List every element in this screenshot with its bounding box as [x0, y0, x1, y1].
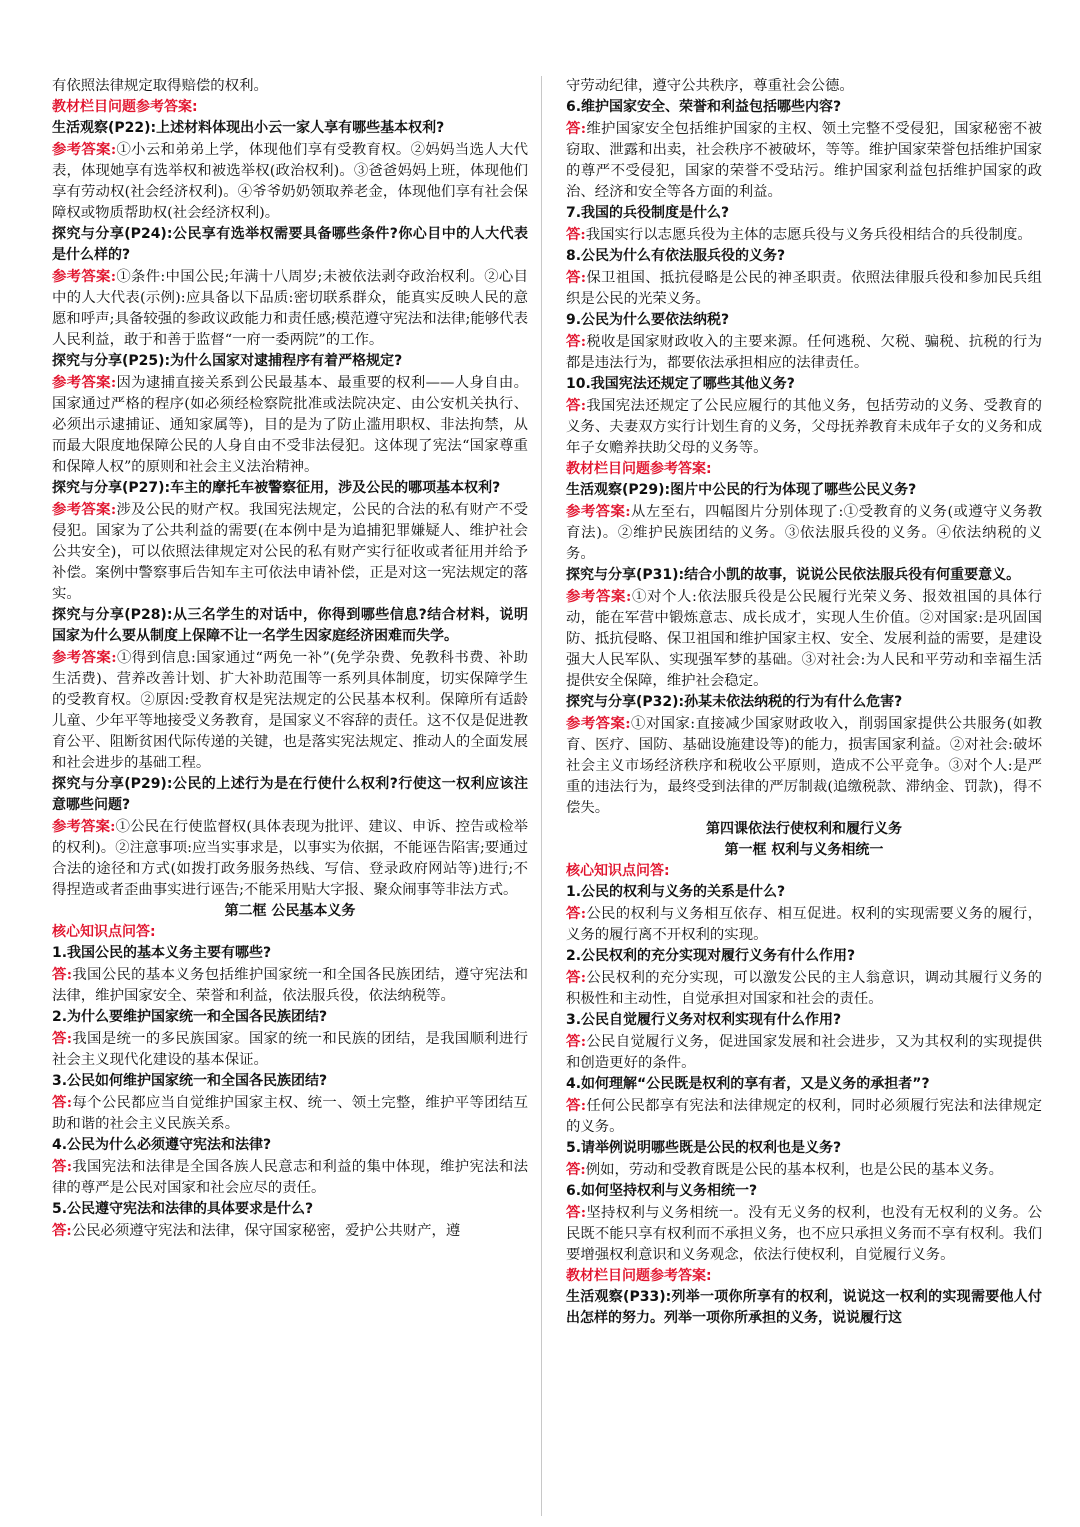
- body-paragraph: [566, 76, 1042, 97]
- document-page: [52, 76, 1042, 1516]
- section-heading: [566, 861, 1042, 882]
- question: [52, 351, 528, 372]
- question-text: 2.为什么要维护国家统一和全国各民族团结?: [52, 1009, 328, 1025]
- answer-label: 参考答案:: [52, 818, 116, 835]
- answer-text: ①对国家:直接减少国家财政收入，削弱国家提供公共服务(如教育、医疗、国防、基础设施建设等)的能力，损害国家利益。②对社会:破坏社会主义市场经济秩序和税收公平原则，造成不公平竞争。③对个人:是严重的违法行为，最终受到法律的严厉制裁(追缴税款、滞纳金、罚款)，得不偿失。: [566, 716, 1042, 816]
- answer-text: 任何公民都享有宪法和法律规定的权利，同时必须履行宪法和法律规定的义务。: [566, 1098, 1042, 1135]
- answer-label: 答:: [52, 1030, 73, 1047]
- answer-text: 公民自觉履行义务，促进国家发展和社会进步，又为其权利的实现提供和创造更好的条件。: [566, 1034, 1042, 1071]
- section-heading-text: 教材栏目问题参考答案:: [52, 99, 198, 115]
- question-text: 生活观察(P29):图片中公民的行为体现了哪些公民义务?: [566, 482, 917, 498]
- question-text: 探究与分享(P25):为什么国家对逮捕程序有着严格规定?: [52, 353, 403, 369]
- question-text: 探究与分享(P27):车主的摩托车被警察征用，涉及公民的哪项基本权利?: [52, 480, 501, 496]
- answer-label: 答:: [566, 333, 587, 350]
- body-text: 守劳动纪律，遵守公共秩序，尊重社会公德。: [566, 78, 854, 94]
- answer-paragraph: [52, 964, 528, 1007]
- answer-paragraph: [566, 967, 1042, 1010]
- question: [52, 1071, 528, 1092]
- answer-label: 参考答案:: [566, 715, 631, 732]
- answer-paragraph: [566, 395, 1042, 459]
- question-text: 1.公民的权利与义务的关系是什么?: [566, 884, 786, 900]
- question-text: 生活观察(P33):列举一项你所享有的权利，说说这一权利的实现需要他人付出怎样的努力。列举一项你所承担的义务，说说履行这: [566, 1289, 1042, 1326]
- answer-text: ①对个人:依法服兵役是公民履行光荣义务、报效祖国的具体行动，能在军营中锻炼意志、成长成才，实现人生价值。②对国家:是巩固国防、抵抗侵略、保卫祖国和维护国家主权、安全、发展利益的需要，是建设强大人民军队、实现强军梦的基础。③对社会:为人民和平劳动和幸福生活提供安全保障，维护社会稳定。: [566, 589, 1042, 689]
- question: [52, 1199, 528, 1220]
- question-text: 4.如何理解“公民既是权利的享有者，又是义务的承担者”?: [566, 1076, 930, 1092]
- question-text: 探究与分享(P31):结合小凯的故事，说说公民依法服兵役有何重要意义。: [566, 567, 1021, 583]
- section-heading-text: 教材栏目问题参考答案:: [566, 1268, 712, 1284]
- answer-label: 答:: [566, 1161, 586, 1178]
- body-text: 有依照法律规定取得赔偿的权利。: [52, 78, 268, 94]
- question: [566, 374, 1042, 395]
- question: [52, 943, 528, 964]
- answer-label: 答:: [566, 905, 587, 922]
- answer-text: 公民的权利与义务相互依存、相互促进。权利的实现需要义务的履行，义务的履行离不开权利的实现。: [566, 906, 1042, 943]
- question-text: 生活观察(P22):上述材料体现出小云一家人享有哪些基本权利?: [52, 120, 445, 136]
- question: [566, 203, 1042, 224]
- answer-paragraph: [566, 501, 1042, 565]
- answer-text: ①小云和弟弟上学，体现他们享有受教育权。②妈妈当选人大代表，体现她享有选举权和被选举权(政治权利)。③爸爸妈妈上班，体现他们享有劳动权(社会经济权利)。④爷爷奶奶领取养老金，体现他们享有社会保障权或物质帮助权(社会经济权利)。: [52, 142, 528, 221]
- answer-paragraph: [52, 647, 528, 774]
- lesson-title: [566, 819, 1042, 840]
- answer-paragraph: [566, 1095, 1042, 1138]
- answer-paragraph: [566, 586, 1042, 692]
- answer-text: 公民必须遵守宪法和法律，保守国家秘密，爱护公共财产，遵: [71, 1223, 461, 1239]
- answer-label: 答:: [566, 397, 587, 414]
- answer-text: 涉及公民的财产权。我国宪法规定，公民的合法的私有财产不受侵犯。国家为了公共利益的需要(在本例中是为追捕犯罪嫌疑人、维护社会公共安全)，可以依照法律规定对公民的私有财产实行征收或者征用并给予补偿。案例中警察事后告知车主可依法申请补偿，正是对这一宪法规定的落实。: [52, 502, 528, 602]
- question: [566, 1010, 1042, 1031]
- section-heading: [566, 1266, 1042, 1287]
- question-text: 7.我国的兵役制度是什么?: [566, 205, 730, 221]
- answer-text: 我国宪法和法律是全国各族人民意志和利益的集中体现，维护宪法和法律的尊严是公民对国家和社会应尽的责任。: [52, 1159, 528, 1196]
- question: [566, 97, 1042, 118]
- answer-paragraph: [52, 499, 528, 605]
- left-column: [52, 76, 528, 1516]
- question-text: 6.如何坚持权利与义务相统一?: [566, 1183, 758, 1199]
- section-heading-text: 核心知识点问答:: [566, 863, 670, 879]
- lesson-title-text: 第一框 权利与义务相统一: [724, 842, 884, 858]
- question-text: 9.公民为什么要依法纳税?: [566, 312, 730, 328]
- answer-paragraph: [566, 331, 1042, 374]
- answer-label: 答:: [566, 269, 587, 286]
- answer-text: 维护国家安全包括维护国家的主权、领土完整不受侵犯，国家秘密不被窃取、泄露和出卖，社会秩序不被破坏，等等。维护国家荣誉包括维护国家的尊严不受侵犯，国家的荣誉不受玷污。维护国家利益包括维护国家的政治、经济和安全等各方面的利益。: [566, 121, 1042, 200]
- answer-paragraph: [566, 118, 1042, 203]
- question-text: 1.我国公民的基本义务主要有哪些?: [52, 945, 272, 961]
- answer-text: 我国实行以志愿兵役为主体的志愿兵役与义务兵役相结合的兵役制度。: [585, 227, 1032, 243]
- question: [52, 224, 528, 266]
- answer-text: 例如，劳动和受教育既是公民的基本权利，也是公民的基本义务。: [585, 1162, 1004, 1178]
- question: [566, 1287, 1042, 1329]
- answer-label: 参考答案:: [52, 374, 117, 391]
- answer-paragraph: [52, 1028, 528, 1071]
- section-heading: [52, 97, 528, 118]
- answer-paragraph: [52, 1092, 528, 1135]
- answer-paragraph: [52, 1220, 528, 1242]
- lesson-title-text: 第二框 公民基本义务: [224, 903, 356, 919]
- question: [566, 692, 1042, 713]
- question-text: 5.请举例说明哪些既是公民的权利也是义务?: [566, 1140, 842, 1156]
- answer-text: 我国是统一的多民族国家。国家的统一和民族的团结，是我国顺利进行社会主义现代化建设的基本保证。: [52, 1031, 528, 1068]
- body-paragraph: [52, 76, 528, 97]
- question: [52, 478, 528, 499]
- answer-paragraph: [566, 1202, 1042, 1266]
- answer-text: 保卫祖国、抵抗侵略是公民的神圣职责。依照法律服兵役和参加民兵组织是公民的光荣义务。: [566, 270, 1042, 307]
- answer-paragraph: [566, 903, 1042, 946]
- question-text: 探究与分享(P24):公民享有选举权需要具备哪些条件?你心目中的人大代表是什么样的?: [52, 226, 528, 263]
- answer-text: 因为逮捕直接关系到公民最基本、最重要的权利——人身自由。国家通过严格的程序(如必须经检察院批准或法院决定、由公安机关执行、必须出示逮捕证、通知家属等)，目的是为了防止滥用职权、非法拘禁，从而最大限度地保障公民的人身自由不受非法侵犯。这体现了宪法“国家尊重和保障人权”的原则和社会主义法治精神。: [52, 375, 528, 475]
- question: [566, 1138, 1042, 1159]
- answer-text: 我国公民的基本义务包括维护国家统一和全国各民族团结，遵守宪法和法律，维护国家安全、荣誉和利益，依法服兵役，依法纳税等。: [52, 967, 528, 1004]
- answer-text: 每个公民都应当自觉维护国家主权、统一、领土完整，维护平等团结互助和谐的社会主义民族关系。: [52, 1095, 528, 1132]
- lesson-title: [566, 840, 1042, 861]
- question: [52, 1135, 528, 1156]
- answer-label: 答:: [566, 120, 587, 137]
- section-heading: [52, 922, 528, 943]
- question-text: 5.公民遵守宪法和法律的具体要求是什么?: [52, 1201, 314, 1217]
- answer-text: ①得到信息:国家通过“两免一补”(免学杂费、免教科书费、补助生活费)、营养改善计划、扩大补助范围等一系列具体制度，切实保障学生的受教育权。②原因:受教育权是宪法规定的公民基本权利。保障所有适龄儿童、少年平等地接受义务教育，是国家义不容辞的责任。这不仅是促进教育公平、阻断贫困代际传递的关键，也是落实宪法规定、推动人的全面发展和社会进步的基础工程。: [52, 650, 528, 771]
- answer-label: 答:: [566, 226, 586, 243]
- answer-paragraph: [566, 713, 1042, 819]
- answer-paragraph: [566, 267, 1042, 310]
- answer-label: 参考答案:: [566, 503, 631, 520]
- answer-label: 答:: [566, 1204, 587, 1221]
- column-divider: [541, 76, 542, 1516]
- section-heading: [566, 459, 1042, 480]
- answer-paragraph: [566, 1031, 1042, 1074]
- answer-label: 答:: [52, 1222, 72, 1239]
- answer-label: 参考答案:: [52, 501, 117, 518]
- lesson-title-text: 第四课依法行使权利和履行义务: [706, 821, 902, 837]
- answer-label: 参考答案:: [52, 649, 117, 666]
- answer-text: 税收是国家财政收入的主要来源。任何逃税、欠税、骗税、抗税的行为都是违法行为，都要依法承担相应的法律责任。: [566, 334, 1042, 371]
- answer-paragraph: [566, 1159, 1042, 1181]
- question-text: 4.公民为什么必须遵守宪法和法律?: [52, 1137, 272, 1153]
- answer-label: 答:: [566, 1033, 587, 1050]
- right-column: [566, 76, 1042, 1516]
- question-text: 探究与分享(P29):公民的上述行为是在行使什么权利?行使这一权利应该注意哪些问题?: [52, 776, 528, 813]
- answer-label: 答:: [566, 1097, 587, 1114]
- answer-text: 从左至右，四幅图片分别体现了:①受教育的义务(或遵守义务教育法)。②维护民族团结的义务。③依法服兵役的义务。④依法纳税的义务。: [566, 504, 1042, 562]
- question: [52, 774, 528, 816]
- answer-text: 我国宪法还规定了公民应履行的其他义务，包括劳动的义务、受教育的义务、夫妻双方实行计划生育的义务，父母抚养教育未成年子女的义务和成年子女赡养扶助父母的义务等。: [566, 398, 1042, 456]
- answer-paragraph: [52, 372, 528, 478]
- section-heading-text: 教材栏目问题参考答案:: [566, 461, 712, 477]
- answer-label: 答:: [52, 1158, 73, 1175]
- question: [566, 882, 1042, 903]
- question-text: 2.公民权利的充分实现对履行义务有什么作用?: [566, 948, 856, 964]
- question: [566, 310, 1042, 331]
- answer-paragraph: [566, 224, 1042, 246]
- answer-label: 答:: [52, 966, 73, 983]
- question: [566, 1181, 1042, 1202]
- question: [52, 605, 528, 647]
- answer-paragraph: [52, 1156, 528, 1199]
- answer-label: 参考答案:: [566, 588, 632, 605]
- answer-text: 公民权利的充分实现，可以激发公民的主人翁意识，调动其履行义务的积极性和主动性，自觉承担对国家和社会的责任。: [566, 970, 1042, 1007]
- question: [566, 1074, 1042, 1095]
- answer-text: ①公民在行使监督权(具体表现为批评、建议、申诉、控告或检举的权利)。②注意事项:应当实事求是，以事实为依据，不能诬告陷害;要通过合法的途径和方式(如拨打政务服务热线、写信、登录政府网站等)进行;不得捏造或者歪曲事实进行诬告;不能采用贴大字报、聚众闹事等非法方式。: [52, 819, 528, 898]
- question-text: 3.公民自觉履行义务对权利实现有什么作用?: [566, 1012, 842, 1028]
- question: [52, 118, 528, 139]
- answer-text: 坚持权利与义务相统一。没有无义务的权利，也没有无权利的义务。公民既不能只享有权利而不承担义务，也不应只承担义务而不享有权利。我们要增强权利意识和义务观念，依法行使权利，自觉履行义务。: [566, 1205, 1042, 1263]
- answer-paragraph: [52, 266, 528, 351]
- answer-label: 参考答案:: [52, 268, 117, 285]
- answer-label: 参考答案:: [52, 141, 117, 158]
- question: [52, 1007, 528, 1028]
- question-text: 10.我国宪法还规定了哪些其他义务?: [566, 376, 795, 392]
- section-heading-text: 核心知识点问答:: [52, 924, 156, 940]
- question: [566, 480, 1042, 501]
- answer-label: 答:: [52, 1094, 73, 1111]
- question-text: 探究与分享(P32):孙某未依法纳税的行为有什么危害?: [566, 694, 903, 710]
- answer-text: ①条件:中国公民;年满十八周岁;未被依法剥夺政治权利。②心目中的人大代表(示例):应具备以下品质:密切联系群众，能真实反映人民的意愿和呼声;具备较强的参政议政能力和责任感;模范遵守宪法和法律;能够代表人民利益，敢于和善于监督“一府一委两院”的工作。: [52, 269, 528, 348]
- answer-label: 答:: [566, 969, 587, 986]
- question-text: 8.公民为什么有依法服兵役的义务?: [566, 248, 786, 264]
- question: [566, 565, 1042, 586]
- question: [566, 946, 1042, 967]
- question-text: 6.维护国家安全、荣誉和利益包括哪些内容?: [566, 99, 842, 115]
- question-text: 3.公民如何维护国家统一和全国各民族团结?: [52, 1073, 328, 1089]
- question-text: 探究与分享(P28):从三名学生的对话中，你得到哪些信息?结合材料，说明国家为什么要从制度上保障不让一名学生因家庭经济困难而失学。: [52, 607, 528, 644]
- lesson-title: [52, 901, 528, 922]
- answer-paragraph: [52, 816, 528, 901]
- answer-paragraph: [52, 139, 528, 224]
- question: [566, 246, 1042, 267]
